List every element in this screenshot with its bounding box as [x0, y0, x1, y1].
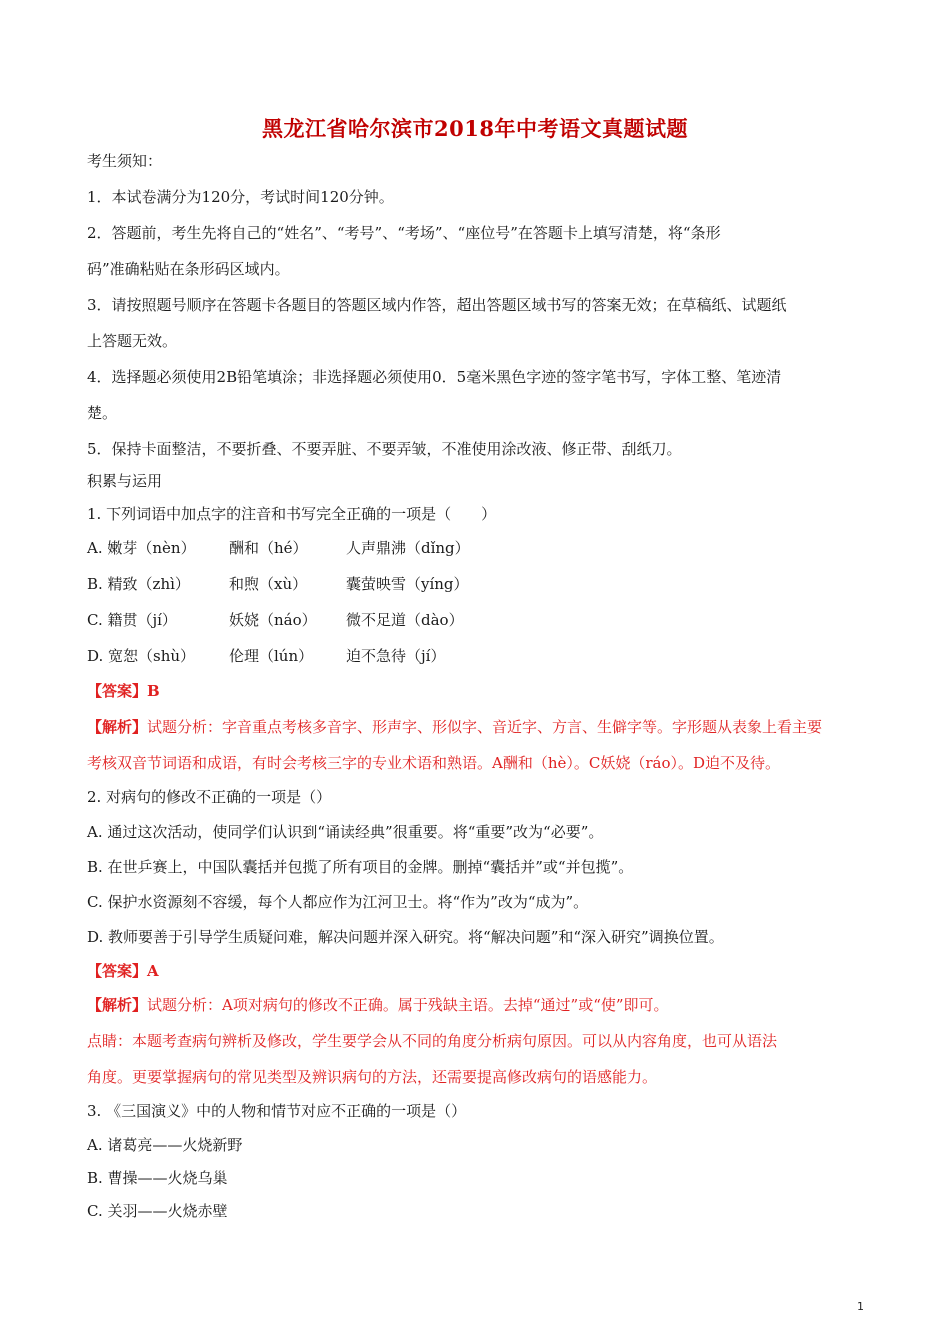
question-3-option-c: C. 关羽——火烧赤壁 — [87, 1202, 228, 1220]
question-1-stem: 1. 下列词语中加点字的注音和书写完全正确的一项是（ ） — [87, 505, 497, 523]
option-cell: 酬和（hé） — [229, 539, 308, 557]
option-cell: C. 籍贯（jí） — [87, 611, 177, 629]
question-3-option-b: B. 曹操——火烧乌巢 — [87, 1169, 228, 1187]
notice-line: 1．本试卷满分为120分，考试时间120分钟。 — [87, 188, 394, 206]
option-cell: 微不足道（dào） — [346, 611, 464, 629]
page-title: 黑龙江省哈尔滨市2018年中考语文真题试题 — [262, 116, 688, 141]
question-2-option-a: A. 通过这次活动，使同学们认识到“诵读经典”很重要。将“重要”改为“必要”。 — [87, 823, 604, 841]
notice-line: 5．保持卡面整洁，不要折叠、不要弄脏、不要弄皱，不准使用涂改液、修正带、刮纸刀。 — [87, 440, 682, 458]
page-number: 1 — [857, 1300, 864, 1313]
option-cell: B. 精致（zhì） — [87, 575, 190, 593]
question-2-answer: 【答案】A — [87, 962, 159, 980]
option-cell: 和煦（xù） — [229, 575, 308, 593]
option-cell: 迫不急待（jí） — [346, 647, 446, 665]
option-cell: D. 宽恕（shù） — [87, 647, 196, 665]
option-cell: 伦理（lún） — [229, 647, 314, 665]
option-cell: 人声鼎沸（dǐng） — [346, 539, 470, 557]
question-2-analysis — [87, 994, 877, 1016]
notice-line: 2．答题前，考生先将自己的“姓名”、“考号”、“考场”、“座位号”在答题卡上填写清楚，将“条形 — [87, 224, 721, 242]
option-cell: 妖娆（náo） — [229, 611, 317, 629]
question-2-comment-cont: 角度。更要掌握病句的常见类型及辨识病句的方法，还需要提高修改病句的语感能力。 — [87, 1068, 658, 1086]
question-2-option-d: D. 教师要善于引导学生质疑问难，解决问题并深入研究。将“解决问题”和“深入研究”调换位置。 — [87, 928, 724, 946]
analysis-text: 试题分析：A项对病句的修改不正确。属于残缺主语。去掉“通过”或“使”即可。 — [147, 996, 669, 1014]
question-2-stem: 2. 对病句的修改不正确的一项是（） — [87, 788, 332, 806]
analysis-label: 【解析】 — [87, 996, 148, 1014]
question-3-stem: 3. 《三国演义》中的人物和情节对应不正确的一项是（） — [87, 1102, 467, 1120]
option-cell: 囊萤映雪（yíng） — [346, 575, 469, 593]
question-3-option-a: A. 诸葛亮——火烧新野 — [87, 1136, 243, 1154]
notice-line: 3．请按照题号顺序在答题卡各题目的答题区域内作答，超出答题区域书写的答案无效；在草稿纸、试题纸 — [87, 296, 787, 314]
question-2-option-c: C. 保护水资源刻不容缓，每个人都应作为江河卫士。将“作为”改为“成为”。 — [87, 893, 589, 911]
question-1-analysis — [87, 716, 877, 738]
notice-line: 楚。 — [87, 404, 118, 422]
option-cell: A. 嫩芽（nèn） — [87, 539, 196, 557]
analysis-label: 【解析】 — [87, 718, 148, 736]
analysis-text: 试题分析：字音重点考核多音字、形声字、形似字、音近字、方言、生僻字等。字形题从表象上看主要 — [147, 718, 823, 736]
notice-line: 码”准确粘贴在条形码区域内。 — [87, 260, 290, 278]
notice-line: 上答题无效。 — [87, 332, 178, 350]
question-1-analysis-cont: 考核双音节词语和成语，有时会考核三字的专业术语和熟语。A酬和（hè）。C妖娆（ráo）。D迫不及待。 — [87, 754, 781, 772]
question-2-comment: 点睛：本题考查病句辨析及修改，学生要学会从不同的角度分析病句原因。可以从内容角度，也可从语法 — [87, 1032, 778, 1050]
section-heading: 积累与运用 — [87, 472, 163, 490]
notice-heading: 考生须知： — [87, 152, 163, 170]
question-1-answer: 【答案】B — [87, 682, 160, 700]
question-2-option-b: B. 在世乒赛上，中国队囊括并包揽了所有项目的金牌。删掉“囊括并”或“并包揽”。 — [87, 858, 634, 876]
notice-line: 4．选择题必须使用2B铅笔填涂；非选择题必须使用0．5毫米黑色字迹的签字笔书写，字体工整、笔迹清 — [87, 368, 782, 386]
